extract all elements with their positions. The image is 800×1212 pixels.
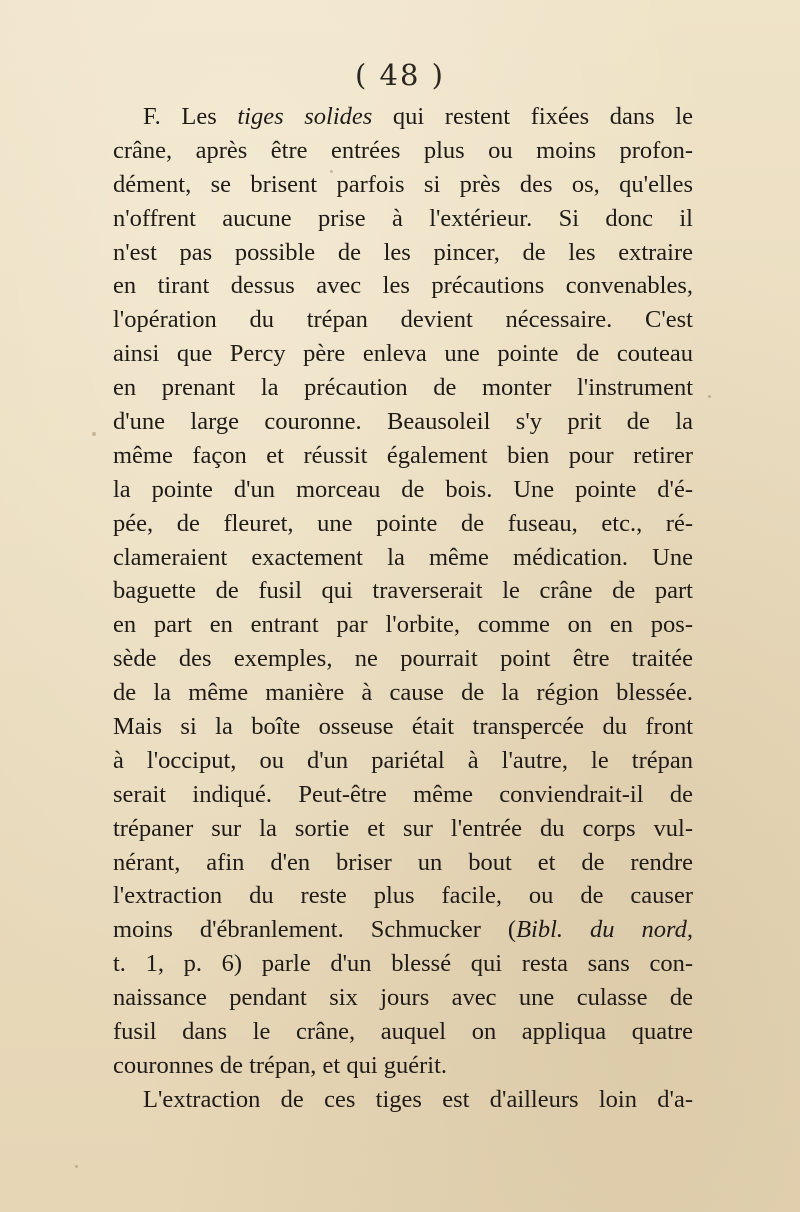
- paper-speck: [330, 170, 333, 173]
- text-line: dément, se brisent parfois si près des os, qu'elles: [113, 170, 693, 198]
- citation-title: Bibl. du nord,: [516, 916, 693, 944]
- text-line: fusil dans le crâne, auquel on appliqua quatre: [113, 1018, 693, 1046]
- italic-term: tiges solides: [237, 103, 373, 130]
- text-line: d'une large couronne. Beausoleil s'y prit de la: [113, 408, 693, 436]
- paragraph-last-line: couronnes de trépan, et qui guérit.: [113, 1051, 448, 1079]
- text-line: trépaner sur la sortie et sur l'entrée du corps vul-: [113, 814, 693, 842]
- text-line: baguette de fusil qui traverserait le crâne de part: [113, 577, 693, 605]
- page-number: ( 48 ): [355, 58, 445, 92]
- text-line: à l'occiput, ou d'un pariétal à l'autre, le trépan: [113, 746, 693, 774]
- text-line: ainsi que Percy père enleva une pointe de couteau: [113, 340, 693, 368]
- text-line: la pointe d'un morceau de bois. Une pointe d'é-: [113, 475, 693, 503]
- text-line: l'extraction du reste plus facile, ou de causer: [113, 882, 693, 910]
- text-line: n'offrent aucune prise à l'extérieur. Si donc il: [113, 204, 693, 232]
- text-line: sède des exemples, ne pourrait point être traitée: [113, 645, 693, 673]
- text-line: en tirant dessus avec les précautions convenables,: [113, 272, 693, 300]
- citation-prefix: moins d'ébranlement. Schmucker (: [113, 916, 517, 944]
- text-line: même façon et réussit également bien pour retirer: [113, 441, 693, 469]
- paragraph-lead: F. Les: [143, 103, 238, 130]
- paper-speck: [75, 1165, 78, 1168]
- text-line: t. 1, p. 6) parle d'un blessé qui resta sans con-: [113, 950, 693, 978]
- text-line: [113, 913, 693, 947]
- body-text: [113, 100, 693, 1117]
- text-line: en part en entrant par l'orbite, comme on en pos-: [113, 611, 693, 639]
- text-line: [113, 100, 693, 134]
- text-line: n'est pas possible de les pincer, de les extraire: [113, 238, 693, 266]
- text-line: de la même manière à cause de la région blessée.: [113, 679, 693, 707]
- text-line: nérant, afin d'en briser un bout et de rendre: [113, 848, 693, 876]
- text-line: crâne, après être entrées plus ou moins profon-: [113, 136, 693, 164]
- text-line: clameraient exactement la même médication. Une: [113, 543, 693, 571]
- text-line: pée, de fleuret, une pointe de fuseau, etc., ré-: [113, 509, 693, 537]
- paragraph-first-line: L'extraction de ces tiges est d'ailleurs loin d'a-: [143, 1085, 693, 1113]
- text-line: l'opération du trépan devient nécessaire. C'est: [113, 306, 693, 334]
- text-line: naissance pendant six jours avec une culasse de: [113, 984, 693, 1012]
- text-line: en prenant la précaution de monter l'instrument: [113, 374, 693, 402]
- text-line: Mais si la boîte osseuse était transpercée du front: [113, 713, 693, 741]
- paper-speck: [708, 395, 711, 398]
- text-line: serait indiqué. Peut-être même conviendrait-il de: [113, 780, 693, 808]
- paper-speck: [92, 432, 96, 436]
- paragraph-lead-rest: qui restent fixées dans le: [372, 103, 693, 130]
